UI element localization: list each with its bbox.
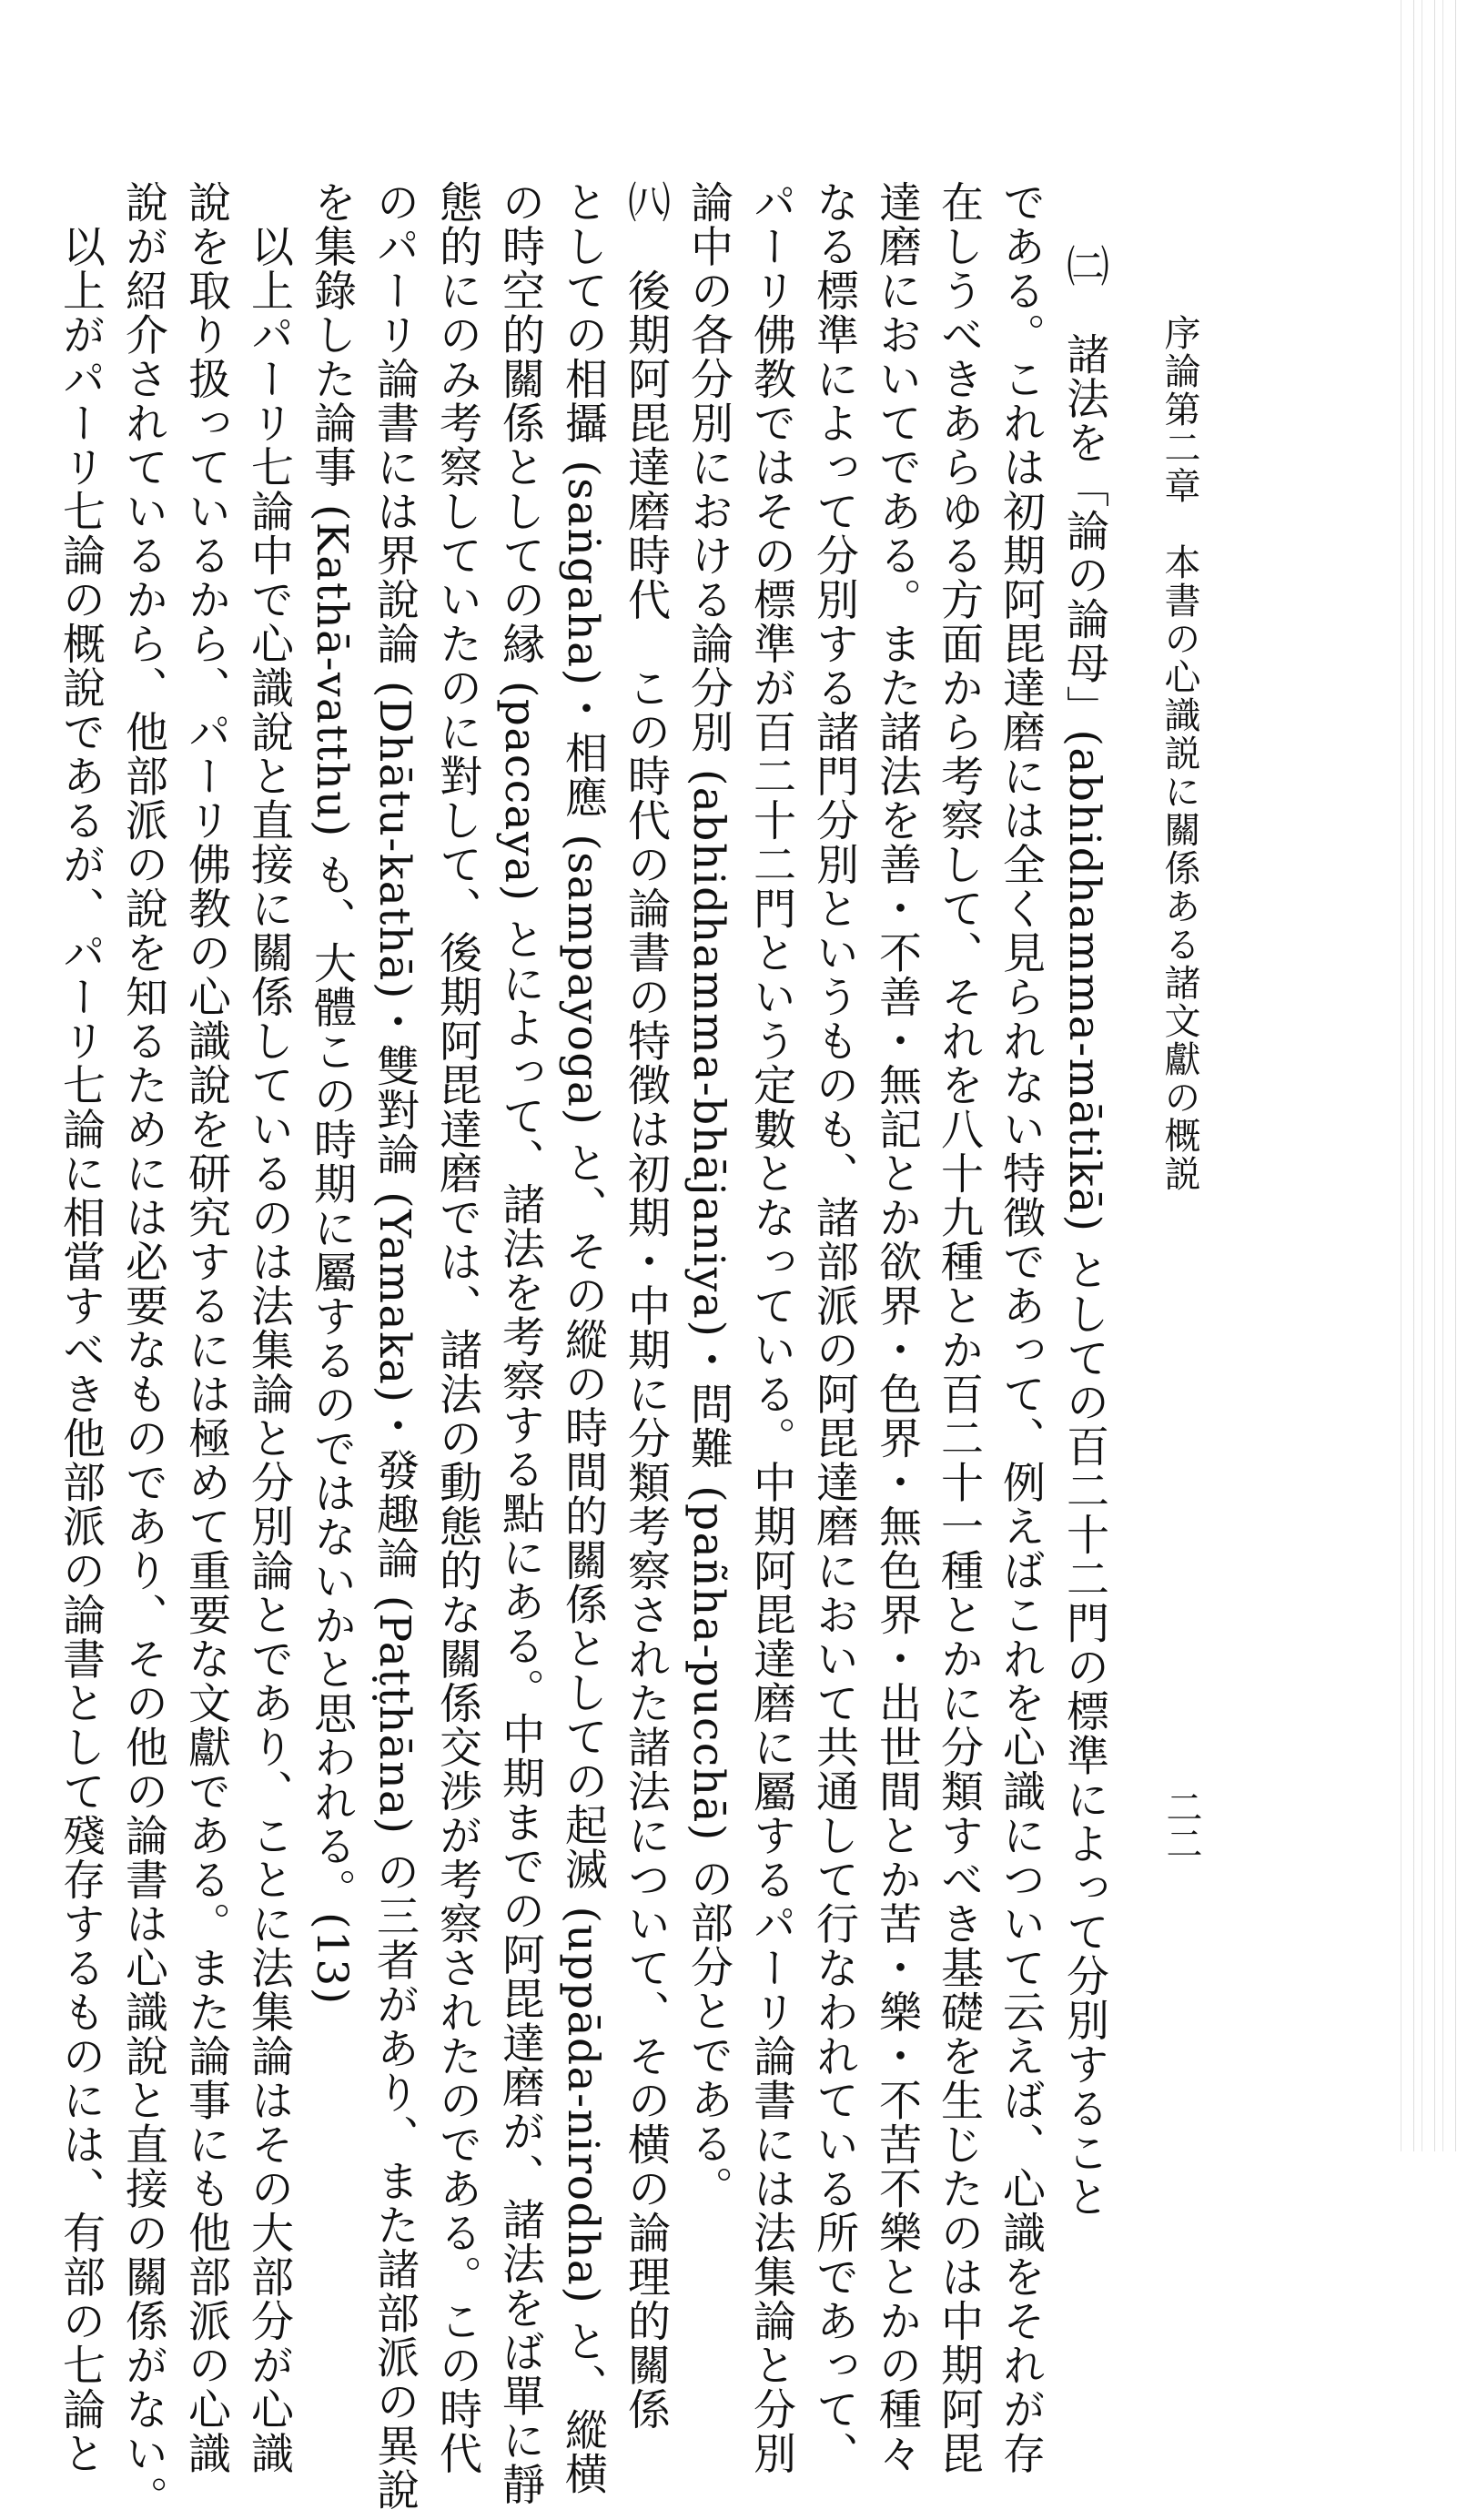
text-column: 在しうべきあらゆる方面から考察して、それを八十九種とか百二十一種とかに分類すべき基礎を生じたのは中期阿毘	[934, 180, 984, 2475]
text-column: なる標準によって分別する諸門分別というものも、諸部派の阿毘達磨において共通して行なわれている所であって、	[809, 180, 859, 2475]
text-column: 說を取り扱っているから、パーリ佛教の心識說を研究するには極めて重要な文獻である。また論事にも他部派の心識	[181, 180, 231, 2475]
text-column: ㈡ 諸法を「論の論母」(abhidhamma-mātikā) としての百二十二門の標準によって分別すること	[1059, 244, 1109, 2219]
page-edge-shadow	[1393, 0, 1457, 2151]
text-column: パーリ佛教ではその標準が百二十二門という定數となっている。中期阿毘達磨に屬するパーリ論書には法集論と分別	[746, 180, 796, 2475]
text-column: 以上がパーリ七論の概說であるが、パーリ七論に相當すべき他部派の論書として殘存するものには、有部の七論と	[56, 180, 106, 2475]
text-column: 論中の各分別における論分別 (abhidhamma-bhājaniya)・問難 (pañha-pucchā) の部分とである。	[683, 180, 734, 2211]
text-column: である。これは初期阿毘達磨には全く見られない特徴であって、例えばこれを心識について云えば、心識をそれが存	[996, 180, 1046, 2475]
text-column: を集錄した論事 (Kathā-vatthu) も、大體この時期に屬するのではないかと思われる。(13)	[307, 180, 357, 2006]
text-column: の時空的關係としての縁 (paccaya) とによって、諸法を考察する點にある。中期までの阿毘達磨が、諸法をば單に靜	[495, 180, 545, 2506]
text-column: ㈧ 後期阿毘達磨時代 この時代の論書の特徴は初期・中期に分類考察された諸法について、その横の論理的關係	[621, 180, 671, 2432]
text-column: 達磨においてである。また諸法を善・不善・無記とか欲界・色界・無色界・出世間とか苦・樂・不苦不樂とかの種々	[872, 180, 922, 2475]
text-column: としての相攝 (saṅgaha)・相應 (sampayoga) と、その縱の時間的關係としての起滅 (uppāda-nirodha) と、縱横	[558, 180, 608, 2496]
text-column: 說が紹介されているから、他部派の說を知るためには必要なものであり、その他の論書は心識說と直接の關係がない。	[118, 180, 168, 2520]
page-number: 二二	[1160, 1788, 1202, 1861]
text-column: 以上パーリ七論中で心識說と直接に關係しているのは法集論と分別論とであり、ことに法集論はその大部分が心識	[244, 180, 294, 2475]
running-title: 序論第二章 本書の心識説に關係ある諸文獻の概説	[1159, 314, 1200, 1193]
text-column: 態的にのみ考察していたのに對して、後期阿毘達磨では、諸法の動態的な關係交渉が考察されたのである。この時代	[432, 180, 482, 2475]
text-column: のパーリ論書には界說論 (Dhātu-kathā)・雙對論 (Yamaka)・發趣論 (Paṭṭhāna) の三者があり、また諸部派の異說	[369, 180, 420, 2513]
